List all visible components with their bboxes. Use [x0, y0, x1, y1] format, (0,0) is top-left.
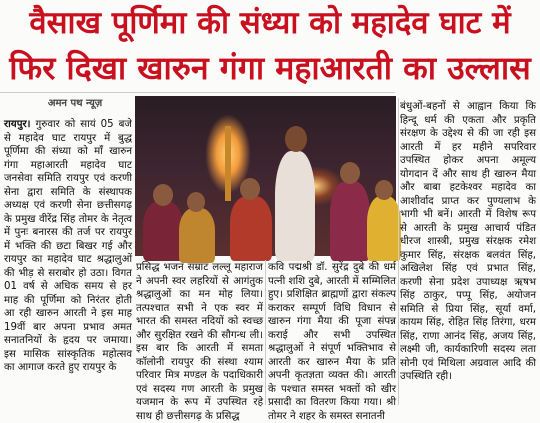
article-column-2 — [136, 261, 263, 422]
person-silhouette — [143, 201, 183, 261]
article-column-3 — [268, 261, 396, 422]
person-silhouette — [330, 181, 370, 261]
person-head — [285, 126, 307, 152]
person-silhouette — [230, 196, 272, 261]
person-head — [340, 162, 360, 184]
person-silhouette — [367, 196, 401, 261]
headline-line-2: फिर दिखा खारुन गंगा महाआरती का उल्लास — [9, 49, 531, 87]
lamp-stand — [225, 126, 231, 201]
person-silhouette — [179, 208, 215, 263]
person-head — [240, 178, 260, 200]
dateline: रायपुर। — [4, 119, 31, 130]
byline: अमन पथ न्यूज़ — [47, 98, 103, 109]
column-divider — [398, 98, 399, 405]
article-column-4 — [400, 100, 536, 405]
headline-divider — [0, 92, 395, 93]
person-head — [153, 184, 173, 206]
person-head — [375, 180, 393, 200]
article-text-4: बंधुओं-बहनों से आह्वान किया कि हिन्दू धर्म की एकता और प्रकृति संरक्षण के उद्देश्य से की जा रही इस आरती में हर महीने सपरिवार उपस्थित होकर अपना अमूल्य योगदान दें और साथ ही खारुन मैया और बाबा हटकेश्वर महादेव का आशीर्वाद प्राप्त कर पुण्यलाभ के भागी भी बनें। आरती में विशेष रूप से आरती के प्रमुख आचार्य पंडित धीरज शास्त्री, प्रमुख संरक्षक रमेश कुमार सिंह, संरक्षक बलवंत सिंह, अखिलेश सिंह एवं प्रभात सिंह, करणी सेना प्रदेश उपाध्यक्ष ऋषभ सिंह ठाकुर, पप्पू सिंह, अयोजन समिति से प्रिया सिंह, सूर्या वर्मा, कायम सिंह, रोहित सिंह तिरंगा, धरम सिंह, राणा आनंद सिंह, अजय सिंह, लक्ष्मी जी, कार्यकारिणी सदस्य लता सोनी एवं मिथिला अग्रवाल आदि की उपस्थिति रही। — [400, 101, 536, 382]
column-divider — [265, 260, 266, 405]
article-text-2: प्रसिद्ध भजन सम्राट लल्लू महाराज ने अपनी स्वर लहरियों से आगंतुक श्रद्धालुओं का मन मोह लिया। तत्पश्चात सभी ने एक स्वर में भारत की समस्त नदियों को स्वच्छ और सुरक्षित रखने की सौगन्ध ली। इस बार कि आरती में समता कॉलोनी रायपुर की संस्था श्याम परिवार मित्र मण्डल के पदाधिकारी एवं सदस्य गण आरती के प्रमुख यजमान के रूप में उपस्थित रहे साथ ही छत्तीसगढ़ के प्रसिद्ध — [136, 262, 263, 422]
person-head — [187, 192, 205, 212]
article-text-1: गुरुवार को सायं 05 बजे से महादेव घाट रायपुर में बुद्ध पूर्णिमा की संध्या को माँ खारुन गंगा महाआरती महादेव घाट जनसेवा समिति रायपुर एवं करणी सेना द्वारा समिति के संस्थापक अध्यक्ष एवं करणी सेना छत्तीसगढ़ के प्रमुख वीरेंद्र सिंह तोमर के नेतृत्व में पुनः बनारस की तर्ज पर रायपुर में भक्ति की छटा बिखर गई और रायपुर का महादेव घाट श्रद्धालुओं की भीड़ से सराबोर हो उठा। विगत 01 वर्ष से अधिक समय से हर माह की पूर्णिमा को निरंतर होती आ रही खारुन आरती ने इस माह 19वीं बार अपना प्रभाव अमत सनातनियों के हृदय पर जमाया। इस मासिक सांस्कृतिक महोत्सव का आगाज करते हुए रायपुर के — [4, 119, 132, 373]
person-silhouette — [275, 151, 315, 261]
event-photo — [135, 96, 396, 256]
article-text-3: कवि पद्मश्री डॉ. सुरेंद्र दुबे की धर्म पत्नी शशि दुबे, आरती में सम्मिलित हुए। प्रशिक्षित ब्राह्मणों द्वारा संकल्प कराकर सम्पूर्ण विधि विधान से खारुन गंगा मैया की पूजा संपन्न कराई और सभी उपस्थित श्रद्धालुओं ने संपूर्ण भक्तिभाव से आरती कर खारुन मैया के प्रति अपनी कृतज्ञता व्यक्त की। आरती के पश्चात समस्त भक्तों को खीर प्रसादी का वितरण किया गया। श्री तोमर ने शहर के समस्त सनातनी — [268, 262, 396, 422]
article-column-1 — [4, 118, 132, 405]
headline-line-1: वैसाख पूर्णिमा की संध्या को महादेव घाट में — [29, 5, 511, 41]
